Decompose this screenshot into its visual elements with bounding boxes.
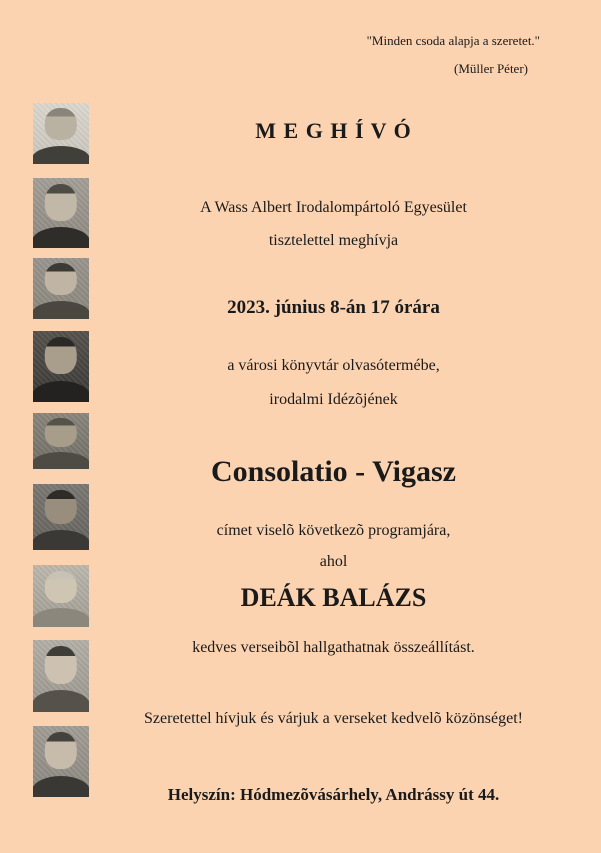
portrait-photo-6 (33, 484, 89, 550)
event-location: Helyszín: Hódmezõvásárhely, Andrássy út 44. (167, 785, 500, 804)
venue-line-2: irodalmi Idézõjének (269, 391, 398, 408)
host-organization: A Wass Albert Irodalompártoló Egyesület (200, 199, 467, 216)
closing-invitation: Szeretettel hívjuk és várjuk a verseket kedvelõ közönséget! (144, 710, 523, 727)
venue-line-1: a városi könyvtár olvasótermébe, (227, 357, 440, 374)
quote-text: "Minden csoda alapja a szeretet." (366, 33, 540, 48)
program-line-1: címet viselõ következõ programjára, (216, 522, 451, 539)
page-title: M E G H Í V Ó (255, 118, 412, 143)
quote-author: (Müller Péter) (453, 61, 528, 76)
event-datetime: 2023. június 8-án 17 órára (227, 297, 440, 318)
program-title: Consolatio - Vigasz (210, 455, 456, 488)
performer-description: kedves verseibõl hallgathatnak összeállítást. (192, 639, 475, 656)
quote-block (367, 33, 540, 76)
program-line-2: ahol (319, 553, 348, 570)
host-invites-line: tisztelettel meghívja (268, 232, 399, 249)
performer-name: DEÁK BALÁZS (240, 583, 427, 612)
